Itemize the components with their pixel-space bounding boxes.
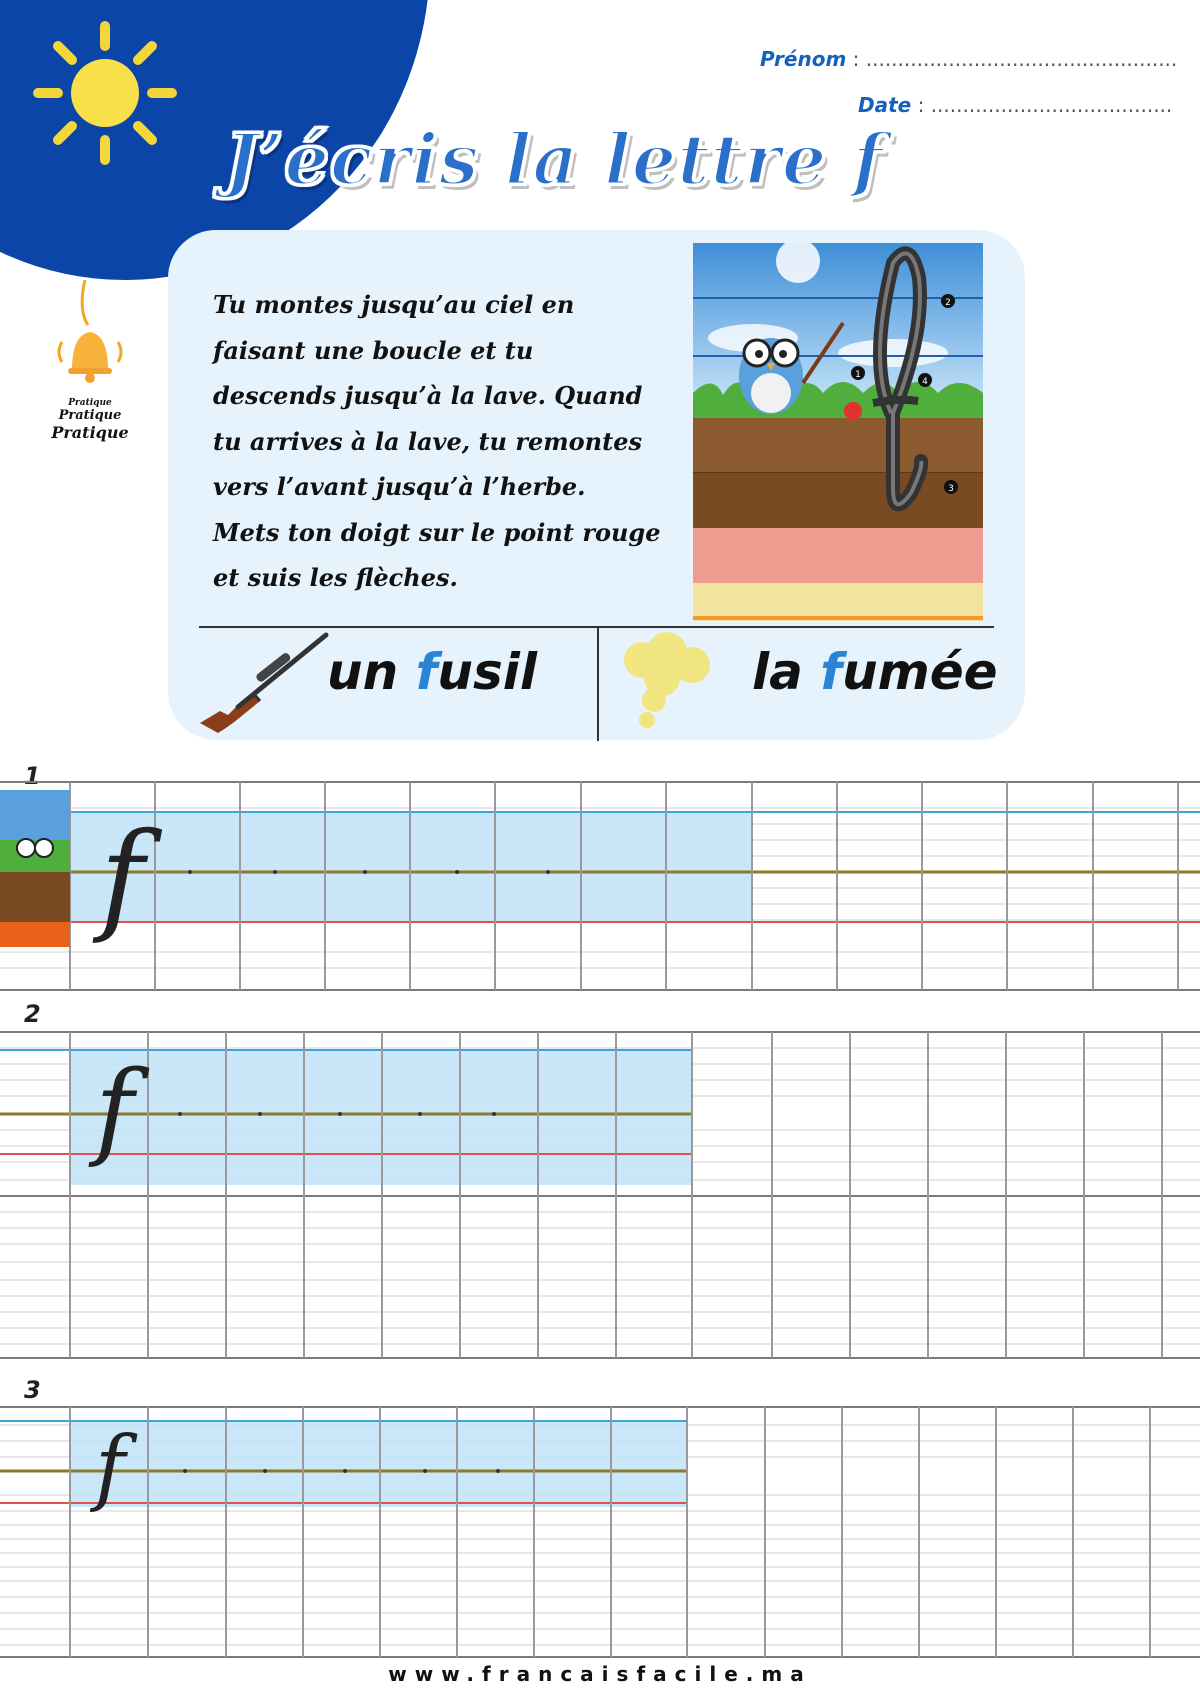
step-1: 1 bbox=[855, 370, 861, 380]
word-2-rest: umée bbox=[842, 643, 998, 701]
step-2: 2 bbox=[945, 298, 951, 308]
step-4: 4 bbox=[922, 377, 928, 387]
exercise-2-number: 2 bbox=[24, 1000, 41, 1028]
smoke-icon bbox=[612, 630, 722, 735]
step-3: 3 bbox=[948, 484, 954, 494]
exercise-3-grid[interactable] bbox=[0, 1405, 1200, 1660]
exercise-1-number: 1 bbox=[24, 762, 41, 790]
rifle-icon bbox=[198, 615, 333, 735]
word-1 bbox=[327, 643, 537, 701]
first-name-dots: : ................................................. bbox=[846, 47, 1178, 71]
word-2-letter: f bbox=[820, 643, 843, 701]
word-1-article: un bbox=[327, 643, 416, 701]
word-2-article: la bbox=[752, 643, 821, 701]
word-2 bbox=[752, 643, 998, 701]
start-point-icon bbox=[844, 402, 862, 420]
first-name-label: Prénom bbox=[760, 47, 847, 71]
row-1-mini-scene bbox=[0, 790, 70, 947]
publisher-logo bbox=[40, 280, 140, 450]
exercise-1-grid[interactable] bbox=[0, 780, 1200, 995]
date-label: Date bbox=[858, 93, 912, 117]
exercise-3-number: 3 bbox=[24, 1376, 41, 1404]
instruction-paragraph-2: Mets ton doigt sur le point rouge et suis les flèches. bbox=[213, 517, 661, 592]
footer-website: www.francaisfacile.ma bbox=[388, 1662, 812, 1686]
word-1-rest: usil bbox=[437, 643, 538, 701]
date-dots: : ...................................... bbox=[911, 93, 1173, 117]
exercise-1-model-letter: f bbox=[100, 808, 145, 947]
bell-icon bbox=[40, 280, 140, 390]
date-field[interactable] bbox=[858, 93, 1172, 117]
exercise-3-model-letter: f bbox=[95, 1420, 126, 1515]
first-name-field[interactable] bbox=[760, 47, 1177, 71]
logo-line-2: Pratique bbox=[58, 408, 122, 423]
exercise-2-grid[interactable] bbox=[0, 1030, 1200, 1360]
exercise-2-model-letter: f bbox=[95, 1048, 134, 1170]
instruction-paragraph-1: Tu montes jusqu’au ciel en faisant une boucle et tu descends jusqu’à la lave. Quand tu arrives à la lave, tu remontes vers l’avant jusqu’à l’herbe. bbox=[213, 290, 643, 501]
word-1-letter: f bbox=[415, 643, 438, 701]
instructions bbox=[213, 282, 663, 601]
logo-line-1: Pratique bbox=[68, 398, 112, 408]
divider-vertical bbox=[597, 627, 599, 741]
page-title: J’écris la lettre f bbox=[225, 118, 884, 201]
logo-line-3: Pratique bbox=[51, 423, 129, 442]
sun-icon bbox=[30, 18, 180, 168]
letter-f-tracing-illustration bbox=[693, 243, 983, 628]
